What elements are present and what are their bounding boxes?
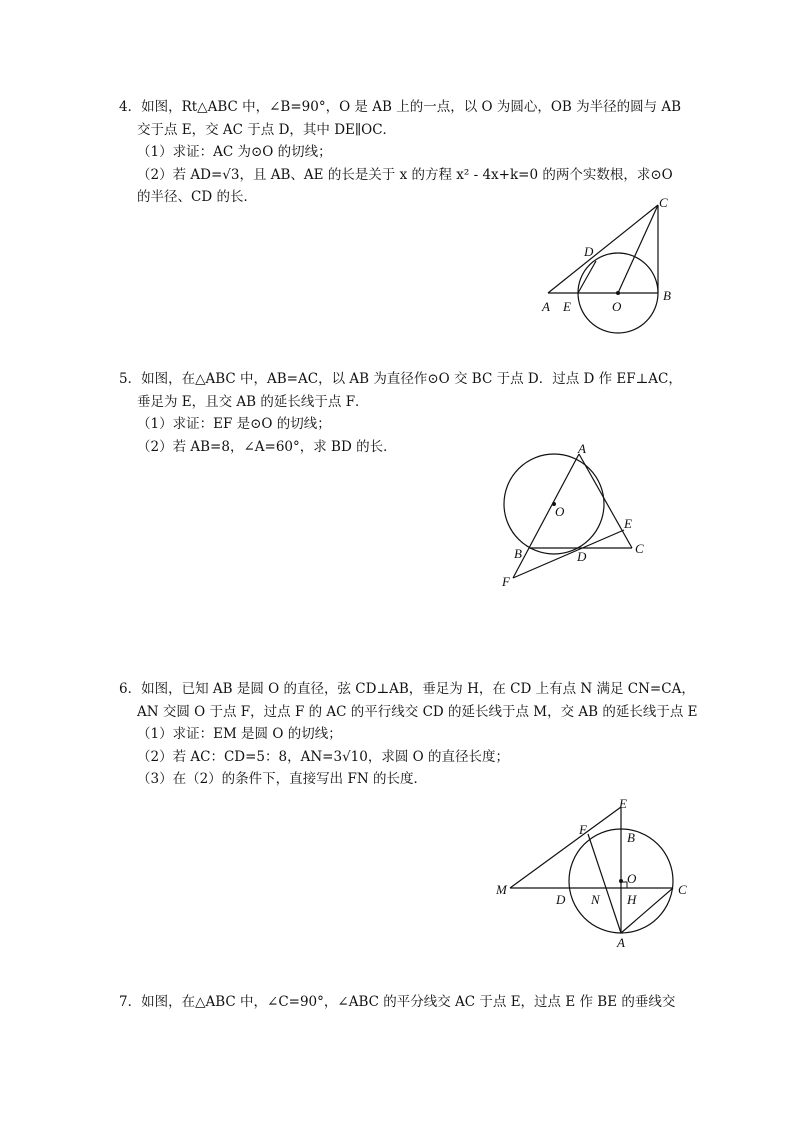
problem-4-part-1: （1）求证：AC 为⊙O 的切线； [137,144,332,160]
label-o: O [612,299,622,314]
problem-4-line-1: 4．如图，Rt△ABC 中，∠B=90°，O 是 AB 上的一点，以 O 为圆心，OB 为半径的圆与 AB [119,99,682,115]
label-e: E [624,516,632,531]
label-d: D [556,892,566,907]
problem-5-part-1: （1）求证：EF 是⊙O 的切线； [137,416,331,432]
label-b: B [663,288,671,303]
label-a: A [542,299,550,314]
label-o: O [555,504,565,519]
problem-5-line-2: 垂足为 E，且交 AB 的延长线于点 F． [137,393,369,410]
line-ab [529,454,579,548]
problem-6-part-3: （3）在（2）的条件下，直接写出 FN 的长度． [137,771,427,787]
label-e: E [563,299,571,314]
problem-5-part-2: （2）若 AB=8，∠A=60°，求 BD 的长． [137,438,397,455]
label-a: A [617,935,625,950]
label-b: B [514,546,522,561]
label-d: D [584,244,594,259]
label-c: C [635,541,644,556]
line-me [510,807,621,888]
problem-6 [119,678,698,791]
figure-problem-5 [492,438,662,593]
label-c: C [678,882,687,897]
problem-7-line-1: 7．如图，在△ABC 中，∠C=90°，∠ABC 的平分线交 AC 于点 E，过点 E 作 BE 的垂线交 [119,994,676,1010]
label-b: B [627,830,635,845]
problem-6-line-2: AN 交圆 O 于点 F，过点 F 的 AC 的平行线交 CD 的延长线于点 M，交 AB 的延长线于点 E [137,703,698,720]
line-ac [579,454,632,548]
problem-7 [119,991,689,1014]
label-o: O [627,871,637,886]
line-oc [618,205,658,293]
figure-problem-4 [530,192,690,342]
label-m: M [496,882,507,897]
problem-4-line-2: 交于点 E，交 AC 于点 D，其中 DE∥OC． [137,121,397,138]
label-e: E [619,796,627,811]
problem-4-part-2: （2）若 AD=√3，且 AB、AE 的长是关于 x 的方程 x² - 4x+k=0 的两个实数根，求⊙O [137,166,673,183]
label-c: C [659,195,668,210]
line-ac [548,205,658,293]
center-point-o [619,879,623,883]
line-ef [513,530,624,578]
label-f: F [502,574,510,589]
problem-4-tail: 的半径、CD 的长． [137,189,257,205]
problem-5-line-1: 5．如图，在△ABC 中，AB=AC，以 AB 为直径作⊙O 交 BC 于点 D．过点 D 作 EF⊥AC， [119,371,682,387]
label-f: F [579,822,587,837]
center-point-o [616,291,620,295]
problem-6-part-2: （2）若 AC：CD=5：8，AN=3√10，求圆 O 的直径长度； [137,748,509,765]
label-d: D [577,549,587,564]
figure-problem-6 [488,790,698,950]
problem-6-line-1: 6．如图，已知 AB 是圆 O 的直径，弦 CD⊥AB，垂足为 H，在 CD 上有点 N 满足 CN=CA， [119,681,695,697]
line-af [588,834,621,933]
label-a: A [578,441,586,456]
label-h: H [627,892,637,907]
label-n: N [591,892,600,907]
problem-6-part-1: （1）求证：EM 是圆 O 的切线； [137,726,342,742]
